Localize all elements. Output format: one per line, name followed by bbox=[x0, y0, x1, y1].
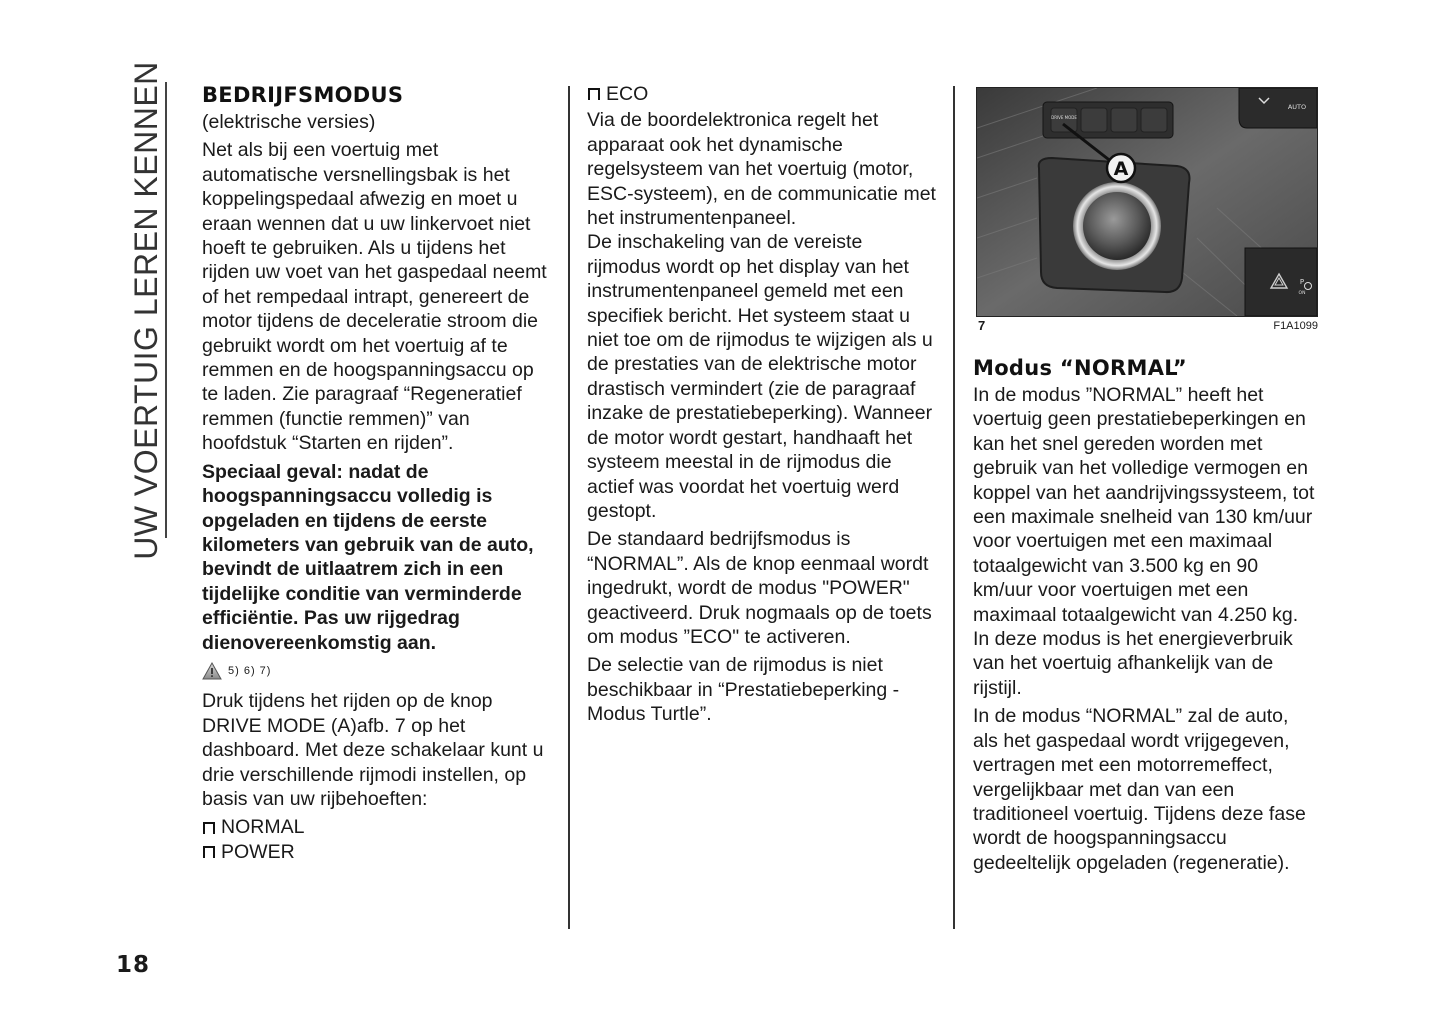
paragraph: In de modus ”NORMAL” heeft het voertuig geen prestatiebeperkingen en kan het snel gereden worden met gebruik van het volledige vermogen en koppel van het aandrijvingssysteem, tot een maximale snelheid van 130 km/uur voor voertuigen met een maximaal totaalgewicht van 3.500 kg en 90 km/uur voor voertuigen met een maximaal totaalgewicht van 4.250 kg. In deze modus is het energieverbruik van het voertuig afhankelijk van de rijstijl. bbox=[973, 384, 1315, 699]
bold-note: Speciaal geval: nadat de hoogspanningsaccu volledig is opgeladen en tijdens de eerste kilometers van gebruik van de auto, bevindt de uitlaatrem zich in een tijdelijke conditie van verminderde efficiëntie. Pas uw rijgedrag dienovereenkomstig aan. bbox=[202, 460, 534, 654]
figure-code: F1A1099 bbox=[1273, 320, 1318, 332]
paragraph: De standaard bedrijfsmodus is “NORMAL”. Als de knop eenmaal wordt ingedrukt, wordt de modus "POWER" geactiveerd. Druk nogmaals op de toets om modus ”ECO" te activeren. bbox=[587, 528, 932, 648]
parking-on-label: ON bbox=[1298, 291, 1306, 296]
column-2 bbox=[587, 82, 937, 731]
section-heading-bedrijfsmodus: BEDRIJFSMODUS bbox=[202, 83, 404, 107]
paragraph: Via de boordelektronica regelt het apparaat ook het dynamische regelsysteem van het voertuig (motor, ESC-systeem), en de communicatie met het instrumentenpaneel. bbox=[587, 109, 936, 230]
column-1 bbox=[202, 82, 554, 864]
section-heading-normal: Modus “NORMAL” bbox=[973, 356, 1188, 380]
column-divider-2 bbox=[953, 86, 955, 929]
list-item-eco bbox=[587, 82, 937, 106]
side-title-rule bbox=[165, 82, 167, 538]
paragraph: De selectie van de rijmodus is niet beschikbaar in “Prestatiebeperking - Modus Turtle”. bbox=[587, 654, 900, 726]
paragraph: De inschakeling van de vereiste rijmodus wordt op het display van het instrumentenpaneel gemeld met een specifiek bericht. Het systeem staat u niet toe om de rijmodus te wijzigen als u de prestaties van de elektrische motor drastisch vermindert (zie de paragraaf inzake de prestatiebeperking). Wanneer de motor wordt gestart, handhaaft het systeem meestal in de rijmodus die actief was voordat het voertuig werd gestopt. bbox=[587, 231, 933, 522]
list-item-normal bbox=[202, 815, 554, 839]
chapter-title-text: UW VOERTUIG LEREN KENNEN bbox=[127, 60, 164, 560]
list-item-label: ECO bbox=[606, 83, 649, 105]
list-item-label: NORMAL bbox=[221, 816, 305, 839]
warning-ref-numbers: 5) 6) 7) bbox=[228, 664, 272, 677]
chapter-side-title bbox=[127, 60, 164, 560]
drive-mode-button-label: DRIVE MODE bbox=[1051, 115, 1077, 120]
bullet-box-icon bbox=[587, 87, 601, 101]
bullet-box-icon bbox=[202, 845, 216, 859]
parking-label: P bbox=[1299, 278, 1305, 286]
dashboard-illustration bbox=[977, 88, 1317, 316]
warning-triangle-icon bbox=[202, 662, 222, 680]
paragraph: In de modus “NORMAL” zal de auto, als het gaspedaal wordt vrijgegeven, vertragen met een motorremeffect, vergelijkbaar met dan van een traditioneel voertuig. Tijdens deze fase wordt de hoogspanningsaccu gedeeltelijk opgeladen (regeneratie). bbox=[973, 705, 1306, 874]
figure-drive-mode-button bbox=[976, 87, 1318, 317]
paragraph: Druk tijdens het rijden op de knop DRIVE MODE (A)afb. 7 op het dashboard. Met deze schakelaar kunt u drie verschillende rijmodi instellen, op basis van uw rijbehoeften: bbox=[202, 690, 544, 810]
bullet-box-icon bbox=[202, 821, 216, 835]
list-item-label: POWER bbox=[221, 840, 295, 863]
figure-number: 7 bbox=[978, 318, 986, 333]
paragraph: Net als bij een voertuig met automatische versnellingsbak is het koppelingspedaal afwezig en moet u eraan wennen dat u uw linkervoet niet hoeft te gebruiken. Als u tijdens het rijden uw voet van het gaspedaal neemt of het rempedaal intrapt, genereert de motor tijdens de deceleratie stroom die gebruikt wordt om het voertuig af te remmen en de hoogspanningsaccu op te laden. Zie paragraaf “Regeneratief remmen (functie remmen)” van hoofdstuk “Starten en rijden”. bbox=[202, 139, 547, 455]
callout-a-label: A bbox=[1113, 158, 1129, 180]
column-3 bbox=[973, 355, 1318, 879]
auto-label: AUTO bbox=[1287, 103, 1307, 111]
page-number: 18 bbox=[116, 952, 151, 978]
column-divider-1 bbox=[568, 86, 570, 929]
list-item-power bbox=[202, 840, 554, 864]
figure-caption bbox=[976, 318, 1318, 334]
warning-references bbox=[202, 659, 554, 683]
paragraph: (elektrische versies) bbox=[202, 111, 376, 133]
